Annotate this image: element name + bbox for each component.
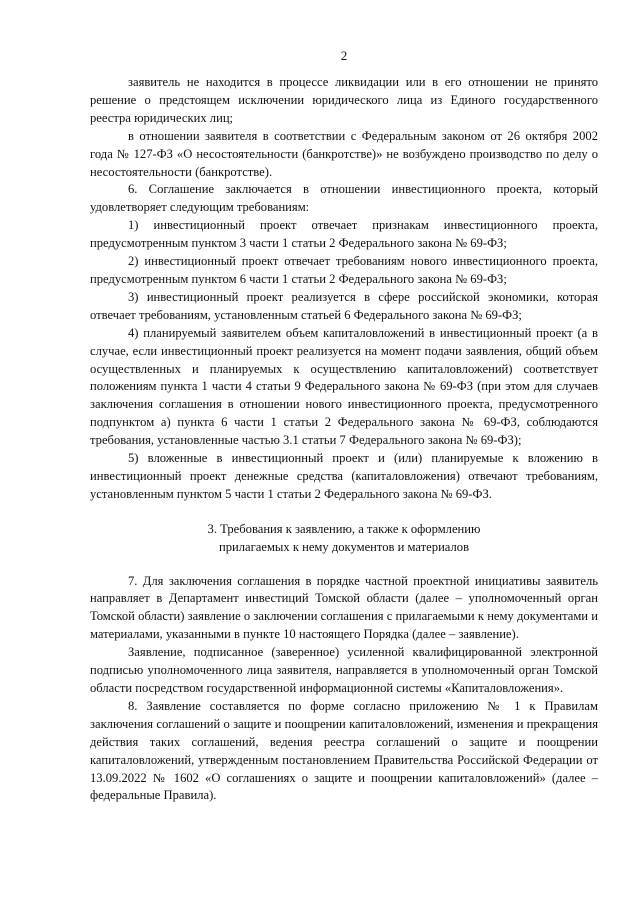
paragraph-item-6-2: 2) инвестиционный проект отвечает требованиям нового инвестиционного проекта, предусмотренным пунктом 6 части 1 статьи 2 Федерального закона № 69-ФЗ; bbox=[90, 254, 598, 286]
document-body bbox=[90, 74, 598, 805]
paragraph-item-7: 7. Для заключения соглашения в порядке частной проектной инициативы заявитель направляет в Департамент инвестиций Томской области (далее – уполномоченный орган Томской области) заявление о заключении соглашения с прилагаемыми к нему документами и материалами, указанными в пункте 10 настоящего Порядка (далее – заявление). bbox=[90, 573, 598, 642]
paragraph-item-8: 8. Заявление составляется по форме согласно приложению № 1 к Правилам заключения соглашений о защите и поощрении капиталовложений, изменения и прекращения действия таких соглашений, ведения реестра соглашений о защите и поощрении капиталовложений, утвержденным постановлением Правительства Российской Федерации от 13.09.2022 № 1602 «О соглашениях о защите и поощрении капиталовложений» (далее – федеральные Правила). bbox=[90, 698, 598, 803]
paragraph-item-6-3: 3) инвестиционный проект реализуется в сфере российской экономики, которая отвечает требованиям, установленным статьей 6 Федерального закона № 69-ФЗ; bbox=[90, 289, 598, 322]
paragraph-item-6-5: 5) вложенные в инвестиционный проект и (или) планируемые к вложению в инвестиционный проект денежные средства (капиталовложения) отвечают требованиям, установленным пунктом 5 части 1 статьи 2 Федерального закона № 69-ФЗ. bbox=[90, 451, 598, 501]
page-number: 2 bbox=[340, 48, 348, 63]
paragraph-item-6-1: 1) инвестиционный проект отвечает признакам инвестиционного проекта, предусмотренным пунктом 3 части 1 статьи 2 Федерального закона № 69-ФЗ; bbox=[90, 218, 598, 251]
section-title bbox=[90, 521, 598, 557]
paragraph-not-liquidation: заявитель не находится в процессе ликвидации или в его отношении не принято решение о предстоящем исключении юридического лица из Единого государственного реестра юридических лиц; bbox=[90, 75, 598, 125]
section-title-line-2: прилагаемых к нему документов и материалов bbox=[218, 539, 470, 554]
paragraph-item-6-4: 4) планируемый заявителем объем капиталовложений в инвестиционный проект (а в случае, если инвестиционный проект реализуется на момент подачи заявления, общий объем осуществленных и планируемых к осуществлению капиталовложений) соответствует положениям пункта 1 части 4 статьи 9 Федерального закона № 69-ФЗ (при этом для случаев заключения соглашения в отношении нового инвестиционного проекта, предусмотренного подпунктом а) пункта 6 части 1 статьи 2 Федерального закона № 69-ФЗ, соблюдаются требования, установленные частью 3.1 статьи 7 Федерального закона № 69-ФЗ); bbox=[90, 325, 598, 448]
paragraph-item-6: 6. Соглашение заключается в отношении инвестиционного проекта, который удовлетворяет следующим требованиям: bbox=[90, 182, 598, 215]
paragraph-no-bankruptcy: в отношении заявителя в соответствии с Федеральным законом от 26 октября 2002 года № 127-ФЗ «О несостоятельности (банкротстве)» не возбуждено производство по делу о несостоятельности (банкротстве). bbox=[90, 128, 598, 179]
section-title-line-1: 3. Требования к заявлению, а также к оформлению bbox=[207, 521, 481, 536]
paragraph-signed-application: Заявление, подписанное (заверенное) усиленной квалифицированной электронной подписью уполномоченного лица заявителя, направляется в уполномоченный орган Томской области посредством государственной информационной системы «Капиталовложения». bbox=[90, 645, 598, 695]
